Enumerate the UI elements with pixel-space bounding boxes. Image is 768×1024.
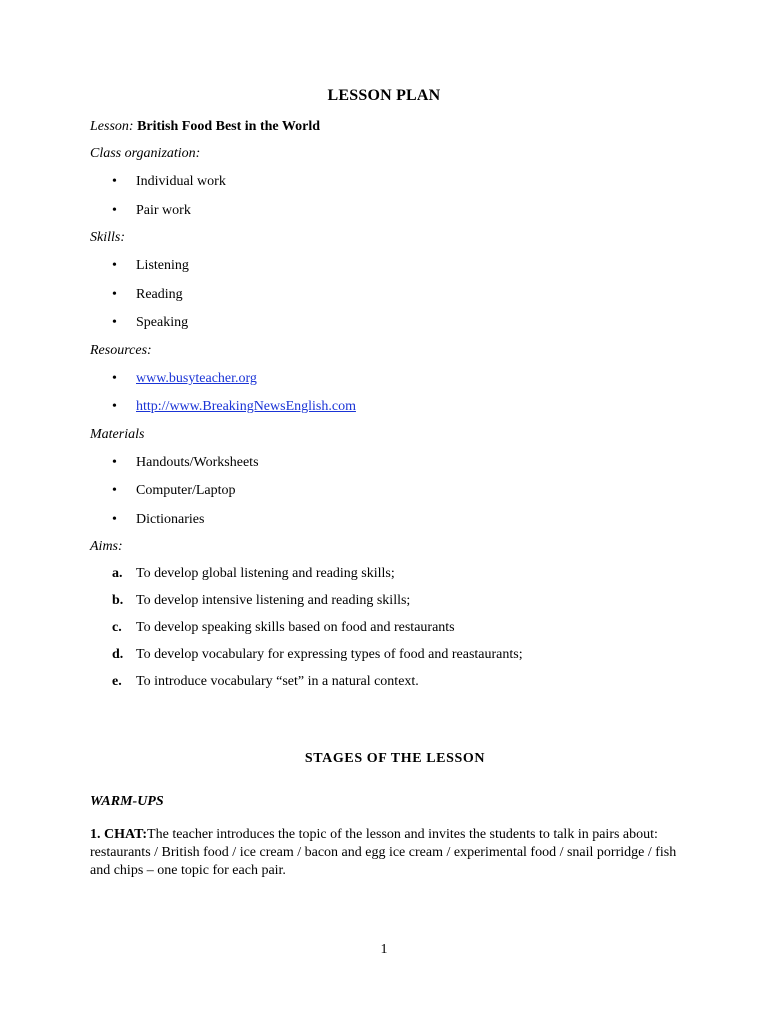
- bullet-icon: •: [112, 203, 117, 218]
- bullet-icon: •: [112, 315, 117, 330]
- list-item: Reading: [136, 287, 183, 302]
- aim-item: To develop intensive listening and reading skills;: [136, 593, 411, 608]
- resource-item: [136, 369, 257, 389]
- bullet-icon: •: [112, 174, 117, 189]
- chat-paragraph: [90, 826, 690, 880]
- class-organization-label: Class organization:: [90, 146, 201, 161]
- aims-label: Aims:: [90, 539, 123, 554]
- lesson-line: [90, 117, 320, 137]
- list-item: Individual work: [136, 174, 226, 189]
- aim-marker: c.: [112, 620, 122, 635]
- lesson-label: Lesson:: [90, 119, 134, 134]
- bullet-icon: •: [112, 371, 117, 386]
- aim-marker: a.: [112, 566, 123, 581]
- bullet-icon: •: [112, 483, 117, 498]
- resource-item: [136, 397, 356, 417]
- bullet-icon: •: [112, 399, 117, 414]
- aim-marker: e.: [112, 674, 122, 689]
- bullet-icon: •: [112, 455, 117, 470]
- list-item: Computer/Laptop: [136, 483, 236, 498]
- aim-marker: b.: [112, 593, 124, 608]
- aim-marker: d.: [112, 647, 124, 662]
- aim-item: To develop global listening and reading skills;: [136, 566, 395, 581]
- aim-item: To develop vocabulary for expressing types of food and reastaurants;: [136, 647, 523, 662]
- resource-link-breakingnewsenglish[interactable]: http://www.BreakingNewsEnglish.com: [136, 399, 356, 414]
- chat-text: The teacher introduces the topic of the lesson and invites the students to talk in pairs about: restaurants / British food / ice cream / bacon and egg ice cream / experimental food / snail porridge / fish and chips – one topic for each pair.: [90, 827, 677, 878]
- bullet-icon: •: [112, 287, 117, 302]
- warm-ups-heading: WARM-UPS: [90, 794, 164, 809]
- aim-item: To introduce vocabulary “set” in a natural context.: [136, 674, 419, 689]
- lesson-value: British Food Best in the World: [137, 119, 320, 134]
- list-item: Listening: [136, 258, 189, 273]
- bullet-icon: •: [112, 258, 117, 273]
- resources-label: Resources:: [90, 343, 152, 358]
- list-item: Handouts/Worksheets: [136, 455, 259, 470]
- resource-link-busyteacher[interactable]: www.busyteacher.org: [136, 371, 257, 386]
- list-item: Dictionaries: [136, 512, 205, 527]
- list-item: Speaking: [136, 315, 189, 330]
- page-number: 1: [380, 942, 388, 957]
- aim-item: To develop speaking skills based on food and restaurants: [136, 620, 455, 635]
- skills-label: Skills:: [90, 230, 125, 245]
- bullet-icon: •: [112, 512, 117, 527]
- chat-label: 1. CHAT:: [90, 827, 148, 842]
- list-item: Pair work: [136, 203, 191, 218]
- materials-label: Materials: [90, 427, 145, 442]
- page-title: LESSON PLAN: [327, 87, 441, 104]
- stages-heading: STAGES OF THE LESSON: [304, 751, 486, 766]
